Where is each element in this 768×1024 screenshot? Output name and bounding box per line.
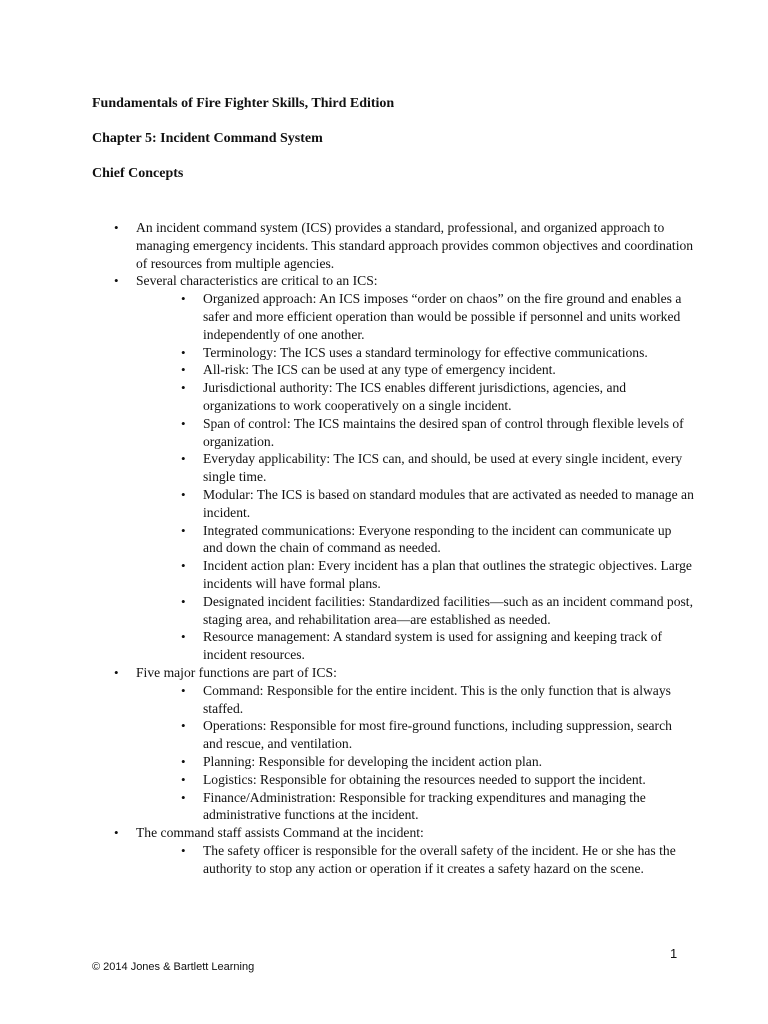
bullet-icon: • <box>181 842 186 858</box>
sub-list-item-text: All-risk: The ICS can be used at any type of emergency incident. <box>203 362 556 378</box>
sub-list-item <box>181 379 694 415</box>
section-title: Chief Concepts <box>92 166 184 181</box>
sub-list-item-text: Everyday applicability: The ICS can, and should, be used at every single incident, every single time. <box>203 451 683 485</box>
bullet-icon: • <box>181 380 186 396</box>
sub-list-item <box>181 361 694 379</box>
sub-list-item-text: Logistics: Responsible for obtaining the resources needed to support the incident. <box>203 771 646 787</box>
bullet-icon: • <box>181 522 186 538</box>
sub-list-item-text: Integrated communications: Everyone responding to the incident can communicate up and down the chain of command as needed. <box>203 522 672 556</box>
list-item <box>114 664 694 824</box>
sub-list <box>136 682 694 824</box>
sub-list-item <box>181 415 694 451</box>
bullet-icon: • <box>181 753 186 769</box>
bullet-icon: • <box>181 486 186 502</box>
sub-list-item <box>181 344 694 362</box>
bullet-icon: • <box>181 682 186 698</box>
bullet-list-level-1 <box>114 219 694 877</box>
sub-list-item <box>181 628 694 664</box>
bullet-icon: • <box>114 273 119 289</box>
bullet-list <box>114 219 694 877</box>
bullet-icon: • <box>114 825 119 841</box>
list-item <box>114 824 694 877</box>
bullet-icon: • <box>181 291 186 307</box>
sub-list-item-text: Finance/Administration: Responsible for tracking expenditures and managing the administrative functions at the incident. <box>203 789 646 823</box>
sub-list <box>136 290 694 664</box>
copyright-footer: © 2014 Jones & Bartlett Learning <box>92 961 255 973</box>
bullet-icon: • <box>181 344 186 360</box>
list-item-text: An incident command system (ICS) provides a standard, professional, and organized approach to managing emergency incidents. This standard approach provides common objectives and coordination of resources from multiple agencies. <box>136 220 694 271</box>
sub-list-item-text: Terminology: The ICS uses a standard terminology for effective communications. <box>203 344 648 360</box>
bullet-icon: • <box>181 558 186 574</box>
sub-list-item-text: Span of control: The ICS maintains the desired span of control through flexible levels of organization. <box>203 415 684 449</box>
list-item-text: Five major functions are part of ICS: <box>136 664 337 680</box>
list-item <box>114 219 694 272</box>
sub-list-item <box>181 682 694 718</box>
sub-list-item <box>181 717 694 753</box>
list-item-text: Several characteristics are critical to an ICS: <box>136 273 378 289</box>
sub-list-item <box>181 771 694 789</box>
bullet-icon: • <box>181 451 186 467</box>
page-number: 1 <box>670 946 678 961</box>
sub-list-item-text: Organized approach: An ICS imposes “order on chaos” on the fire ground and enables a safer and more efficient operation than would be possible if personnel and units worked independently of one another. <box>203 291 682 342</box>
sub-list-item-text: The safety officer is responsible for the overall safety of the incident. He or she has the authority to stop any action or operation if it creates a safety hazard on the scene. <box>203 842 676 876</box>
sub-list-item-text: Jurisdictional authority: The ICS enables different jurisdictions, agencies, and organizations to work cooperatively on a single incident. <box>203 380 627 413</box>
sub-list-item <box>181 753 694 771</box>
chapter-title: Chapter 5: Incident Command System <box>92 131 323 146</box>
bullet-icon: • <box>181 789 186 805</box>
bullet-icon: • <box>181 362 186 378</box>
sub-list-item-text: Planning: Responsible for developing the incident action plan. <box>203 753 543 769</box>
bullet-icon: • <box>181 593 186 609</box>
bullet-icon: • <box>181 771 186 787</box>
sub-list-item-text: Command: Responsible for the entire incident. This is the only function that is always staffed. <box>203 682 671 716</box>
sub-list-item-text: Designated incident facilities: Standardized facilities—such as an incident command post, staging area, and rehabilitation area—are established as needed. <box>203 593 693 627</box>
sub-list-item <box>181 290 694 343</box>
book-title: Fundamentals of Fire Fighter Skills, Third Edition <box>92 96 395 111</box>
list-item <box>114 272 694 664</box>
sub-list-item <box>181 557 694 593</box>
bullet-icon: • <box>181 415 186 431</box>
sub-list-item-text: Operations: Responsible for most fire-ground functions, including suppression, search and rescue, and ventilation. <box>203 718 672 752</box>
sub-list-item <box>181 593 694 629</box>
bullet-icon: • <box>181 629 186 645</box>
sub-list <box>136 842 694 878</box>
bullet-icon: • <box>114 220 119 235</box>
sub-list-item <box>181 842 694 878</box>
sub-list-item-text: Resource management: A standard system is used for assigning and keeping track of incident resources. <box>203 629 663 663</box>
sub-list-item-text: Modular: The ICS is based on standard modules that are activated as needed to manage an incident. <box>203 486 694 520</box>
list-item-text: The command staff assists Command at the incident: <box>136 825 424 841</box>
bullet-icon: • <box>181 718 186 734</box>
sub-list-item <box>181 522 694 558</box>
sub-list-item <box>181 486 694 522</box>
sub-list-item <box>181 450 694 486</box>
bullet-icon: • <box>114 664 119 680</box>
sub-list-item-text: Incident action plan: Every incident has a plan that outlines the strategic objectives. Large incidents will have formal plans. <box>203 558 692 591</box>
sub-list-item <box>181 789 694 825</box>
